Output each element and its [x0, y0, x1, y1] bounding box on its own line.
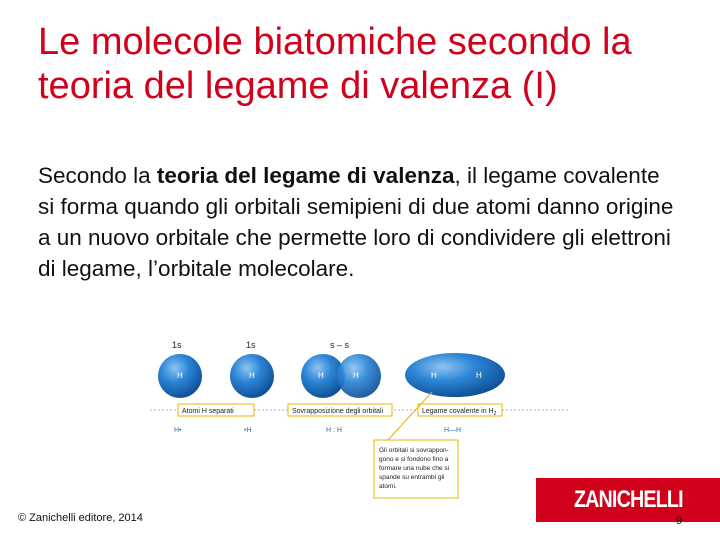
lewis-h-dot-left: H•: [174, 427, 182, 434]
orbital-label-s-s: s – s: [330, 340, 350, 350]
orbital-label-1s-right: 1s: [246, 340, 256, 350]
lewis-h-bond: H—H: [444, 427, 462, 434]
callout-line-1: Gli orbitali si sovrappon-: [379, 447, 449, 454]
atom-label-1: H: [177, 371, 183, 380]
atom-label-4: H: [353, 371, 359, 380]
caption-separate: Atomi H separati: [182, 408, 234, 415]
caption-bond-text: Legame covalente in H: [422, 408, 494, 415]
h2-molecular-orbital: [405, 353, 505, 397]
zanichelli-logo: [536, 478, 720, 522]
atom-label-3: H: [318, 371, 324, 380]
slide-title: Le molecole biatomiche secondo la teoria del legame di valenza (I): [38, 21, 632, 107]
caption-overlap: Sovrapposizione degli orbitali: [292, 408, 384, 415]
logo-text: ZANICHELLI: [573, 486, 683, 513]
page-number: 9: [676, 515, 683, 527]
lewis-h-pair: H : H: [326, 427, 342, 434]
copyright-note: © Zanichelli editore, 2014: [18, 512, 143, 524]
slide-body-text: [38, 160, 678, 284]
orbital-figure: [150, 330, 570, 510]
h-orbital-overlap-right: [337, 354, 381, 398]
callout-line-2: gono e si fondono fino a: [379, 456, 449, 463]
atom-label-6: H: [476, 371, 482, 380]
orbital-label-1s-left: 1s: [172, 340, 182, 350]
caption-bond-subscript: 2: [493, 411, 497, 417]
callout-line-4: spande su entrambi gli: [379, 474, 445, 481]
callout-line-5: atomi.: [379, 483, 397, 490]
body-text-end: , il legame covalente si forma quando gli orbitali semipieni di due atomi danno origine a un nuovo orbitale che permette loro di condividere gli elettroni di legame, l’orbitale molecolare.: [38, 163, 674, 281]
lewis-h-dot-right: •H: [244, 427, 252, 434]
callout-line-3: formare una nube che si: [379, 465, 450, 472]
body-text-bold: teoria del legame di valenza: [156, 163, 455, 188]
atom-label-2: H: [249, 371, 255, 380]
body-text-start: Secondo la: [38, 163, 157, 188]
atom-label-5: H: [431, 371, 437, 380]
